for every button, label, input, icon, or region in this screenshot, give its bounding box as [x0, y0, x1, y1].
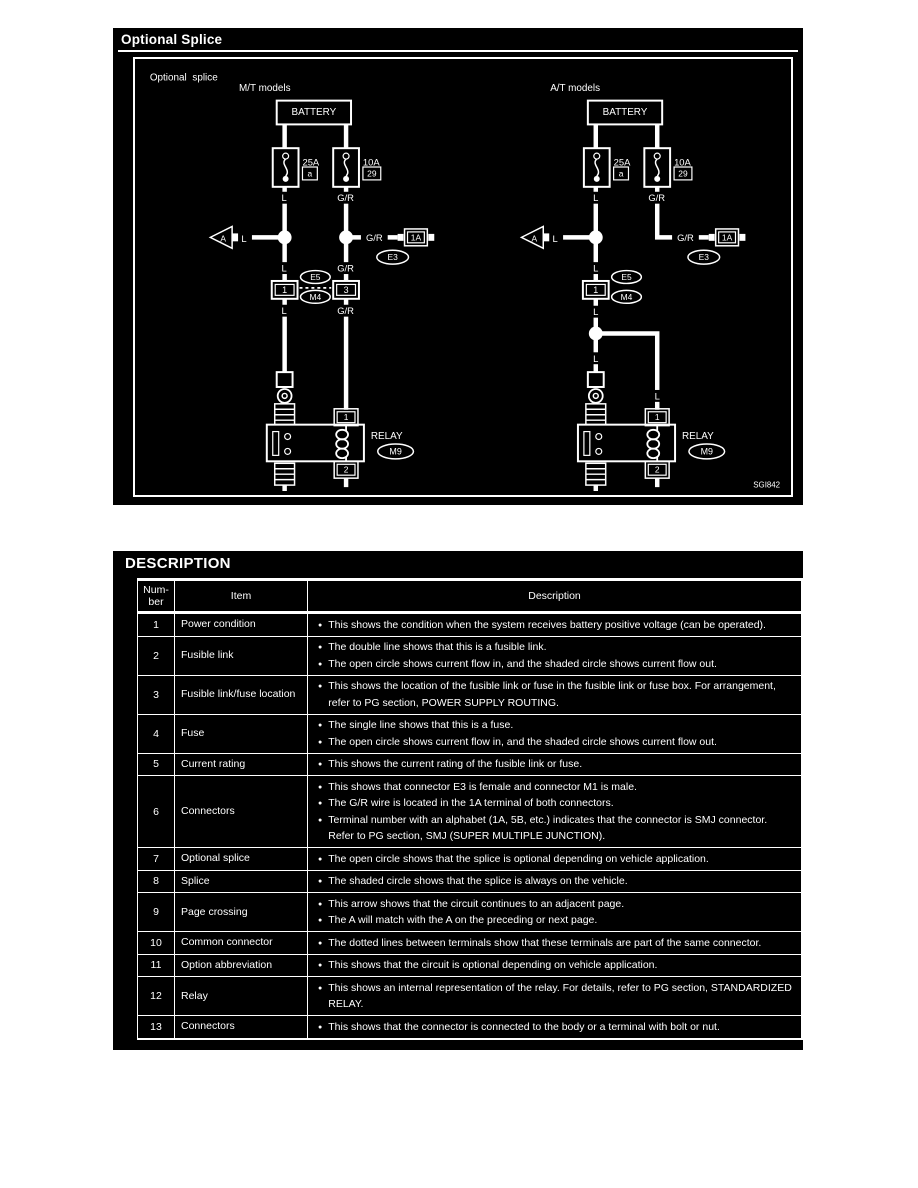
description-bullet: ● The open circle shows that the splice is optional depending on vehicle application. — [316, 851, 793, 868]
row-number: 10 — [137, 932, 175, 954]
wire-color-label: L — [281, 262, 287, 274]
row-item: Connectors — [175, 776, 308, 847]
row-item: Common connector — [175, 932, 308, 954]
relay-terminal-number: 2 — [343, 464, 349, 475]
optional-splice-panel — [113, 28, 803, 505]
table-row — [137, 848, 801, 871]
table-row — [137, 977, 801, 1016]
smj-connector-1a — [398, 229, 435, 246]
description-bullet: ● This shows the condition when the system receives battery positive voltage (can be operated). — [316, 617, 793, 634]
description-bullet: ● This shows that connector E3 is female and connector M1 is male. — [316, 779, 793, 796]
description-bullet: ● The shaded circle shows that the splice is always on the vehicle. — [316, 873, 793, 890]
connector-id: E3 — [387, 252, 398, 263]
bolt-connector-icon — [588, 372, 604, 403]
fusible-link-icon — [644, 148, 670, 187]
row-item: Power condition — [175, 614, 308, 636]
wire-color-label: G/R — [337, 262, 354, 274]
header-number: Num-ber — [137, 581, 175, 611]
table-header-row — [137, 581, 801, 614]
battery-wires — [596, 124, 657, 148]
optional-splice-circle — [278, 230, 292, 244]
row-item: Current rating — [175, 754, 308, 776]
row-description — [308, 715, 801, 753]
table-row — [137, 893, 801, 932]
relay-coil-icon — [336, 430, 348, 440]
header-item: Item — [175, 581, 308, 611]
wire-color-label: L — [593, 306, 599, 318]
row-description — [308, 637, 801, 675]
row-description — [308, 676, 801, 714]
row-item: Fuse — [175, 715, 308, 753]
relay-symbol — [578, 404, 675, 491]
relay-terminal-number: 1 — [654, 412, 660, 423]
connector-id: E3 — [698, 252, 709, 263]
arrow-letter: A — [220, 233, 227, 244]
description-title: DESCRIPTION — [125, 555, 231, 572]
row-number: 11 — [137, 955, 175, 977]
wire-color-label: G/R — [337, 192, 354, 204]
fuse-location: a — [618, 168, 624, 179]
title-rule — [118, 50, 798, 52]
relay-terminal-number: 1 — [343, 412, 349, 423]
terminal-label: 1A — [721, 232, 733, 243]
row-number: 5 — [137, 754, 175, 776]
row-description — [308, 1016, 801, 1038]
figure-code: SGI842 — [753, 480, 781, 490]
description-bullet: ● The double line shows that this is a fusible link. — [316, 639, 793, 656]
description-bullet: ● This arrow shows that the circuit continues to an adjacent page. — [316, 896, 793, 913]
table-row — [137, 932, 801, 955]
optional-splice-circle — [589, 230, 603, 244]
wire-color-label: L — [593, 352, 599, 364]
description-bullet: ● The open circle shows current flow in, and the shaded circle shows current flow out. — [316, 656, 793, 673]
relay-coil-icon — [647, 430, 659, 440]
table-row — [137, 676, 801, 715]
wire-color-label: L — [593, 192, 599, 204]
row-description — [308, 754, 801, 776]
fuse-rating: 25A — [613, 156, 631, 168]
description-bullet: ● The A will match with the A on the preceding or next page. — [316, 912, 793, 929]
table-row — [137, 955, 801, 978]
description-table — [137, 578, 803, 1040]
relay-label: RELAY — [681, 431, 714, 443]
description-bullet: ● This shows the location of the fusible link or fuse in the fusible link or fuse box. For arrangement, refer to PG section, POWER SUPPLY ROUTING. — [316, 678, 793, 711]
fusible-link-icon — [273, 148, 299, 187]
row-description — [308, 848, 801, 870]
row-number: 1 — [137, 614, 175, 636]
row-number: 2 — [137, 637, 175, 675]
mt-model-diagram — [210, 83, 434, 491]
table-row — [137, 715, 801, 754]
wiring-diagram-svg — [135, 59, 791, 495]
row-description — [308, 614, 801, 636]
connector-id: M4 — [620, 291, 633, 302]
relay-body — [578, 425, 675, 462]
description-bullet: ● This shows the current rating of the fusible link or fuse. — [316, 756, 793, 773]
fuse-location: 29 — [367, 168, 377, 179]
wire-color-label: L — [552, 232, 558, 244]
row-number: 7 — [137, 848, 175, 870]
row-description — [308, 932, 801, 954]
table-row — [137, 871, 801, 894]
description-bullet: ● Terminal number with an alphabet (1A, 5B, etc.) indicates that the connector is SMJ connector. Refer to PG section, SMJ (SUPER MULTIPLE JUNCTION). — [316, 812, 793, 845]
row-item: Splice — [175, 871, 308, 893]
row-description — [308, 893, 801, 931]
row-number: 13 — [137, 1016, 175, 1038]
relay-body — [267, 425, 364, 462]
description-bullet: ● This shows that the connector is connected to the body or a terminal with bolt or nut. — [316, 1019, 793, 1036]
connector-id: E5 — [310, 272, 321, 282]
relay-label: RELAY — [370, 431, 403, 443]
relay-symbol — [267, 404, 364, 491]
row-description — [308, 871, 801, 893]
fuse-location: a — [307, 168, 313, 179]
description-bullet: ● The single line shows that this is a fuse. — [316, 717, 793, 734]
fusible-link-icon — [584, 148, 610, 187]
relay-terminal-number: 2 — [654, 464, 660, 475]
page-crossing-arrow-icon — [210, 226, 238, 248]
row-number: 4 — [137, 715, 175, 753]
description-bullet: ● This shows an internal representation of the relay. For details, refer to PG section, STANDARDIZED RELAY. — [316, 980, 793, 1013]
row-description — [308, 977, 801, 1015]
row-number: 6 — [137, 776, 175, 847]
panel-title: Optional Splice — [121, 32, 223, 47]
connector-id: M9 — [700, 446, 713, 457]
fuse-rating: 25A — [302, 156, 320, 168]
header-description: Description — [528, 590, 581, 602]
wire-color-label: G/R — [337, 305, 354, 317]
description-bullet: ● The dotted lines between terminals show that these terminals are part of the same connector. — [316, 935, 793, 952]
battery-wires — [285, 124, 346, 148]
row-description — [308, 776, 801, 847]
terminal-number: 1 — [282, 284, 288, 295]
connector-id: M9 — [389, 446, 402, 457]
row-item: Option abbreviation — [175, 955, 308, 977]
row-item: Fusible link/fuse location — [175, 676, 308, 714]
row-number: 12 — [137, 977, 175, 1015]
row-number: 3 — [137, 676, 175, 714]
wire-color-label: L — [593, 262, 599, 274]
wire-color-label: L — [654, 390, 660, 402]
wiring-diagram — [133, 57, 793, 497]
splice-circle — [589, 327, 603, 341]
table-row — [137, 614, 801, 637]
wire-color-label: G/R — [365, 231, 383, 243]
battery-label: BATTERY — [602, 107, 648, 119]
fuse-rating: 10A — [362, 156, 380, 168]
figure-caption: Optional splice — [149, 72, 218, 84]
wire-color-label: G/R — [648, 192, 666, 204]
common-connector-terminals — [583, 281, 609, 299]
description-bullet: ● The G/R wire is located in the 1A terminal of both connectors. — [316, 795, 793, 812]
row-item: Page crossing — [175, 893, 308, 931]
terminal-label: 1A — [410, 232, 422, 243]
wire-color-label: L — [281, 305, 287, 317]
row-item: Fusible link — [175, 637, 308, 675]
table-row — [137, 754, 801, 777]
terminal-number: 1 — [593, 284, 599, 295]
lower-wires — [596, 299, 657, 410]
row-item: Connectors — [175, 1016, 308, 1038]
table-row — [137, 776, 801, 848]
at-model-label: A/T models — [550, 83, 601, 95]
row-number: 9 — [137, 893, 175, 931]
battery-label: BATTERY — [291, 107, 337, 119]
terminal-number: 3 — [343, 284, 349, 295]
row-number: 8 — [137, 871, 175, 893]
description-bullet: ● The open circle shows current flow in, and the shaded circle shows current flow out. — [316, 734, 793, 751]
fusible-link-icon — [333, 148, 359, 187]
fuse-location: 29 — [678, 168, 688, 179]
wire-color-label: L — [281, 192, 287, 204]
at-model-diagram — [521, 83, 745, 491]
table-row — [137, 1016, 801, 1038]
page-crossing-arrow-icon — [521, 226, 549, 248]
bolt-connector-icon — [277, 372, 293, 403]
mt-model-label: M/T models — [239, 83, 291, 95]
smj-connector-1a — [709, 229, 746, 246]
wire-color-label: G/R — [677, 231, 694, 243]
description-bullet: ● This shows that the circuit is optional depending on vehicle application. — [316, 957, 793, 974]
arrow-letter: A — [531, 233, 538, 244]
connector-id: M4 — [309, 291, 322, 302]
wire-color-label: L — [241, 232, 247, 244]
connector-id: E5 — [621, 272, 632, 282]
table-row — [137, 637, 801, 676]
description-panel — [113, 551, 803, 1050]
row-description — [308, 955, 801, 977]
fuse-rating: 10A — [674, 156, 691, 168]
row-item: Optional splice — [175, 848, 308, 870]
row-item: Relay — [175, 977, 308, 1015]
